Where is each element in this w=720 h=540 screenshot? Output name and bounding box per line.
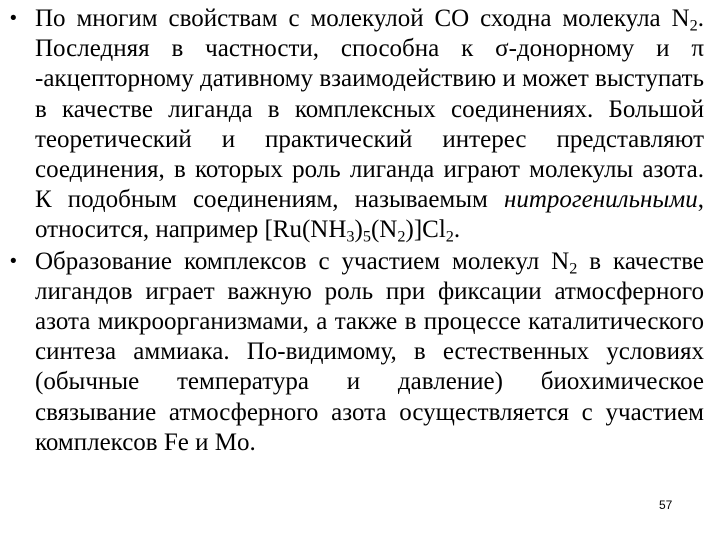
bullet-list bbox=[10, 4, 704, 458]
bullet-item-2 bbox=[10, 247, 704, 458]
bullet-text: Образование комплексов с участием молекул $N_2$ в качестве лигандов играет важную роль при фиксации атмосферного азота микроорганизмами, а также в процессе каталитического синтеза аммиака. По-видимому, в естественных условиях (обычные температура и давление) биохимическое связывание атмосферного азота осуществляется с участием комплексов Fe и Mo. bbox=[35, 247, 704, 456]
bullet-marker: • bbox=[10, 250, 17, 272]
bullet-marker: • bbox=[10, 8, 17, 29]
bullet-item-1 bbox=[10, 4, 704, 246]
term-nitrogenyl: нитрогенильными bbox=[503, 186, 698, 214]
page-number: 57 bbox=[659, 498, 673, 512]
bullet-text: По многим свойствам с молекулой СО сходна молекула $N_2$. Последняя в частности, способна к σ-донорному и π -акцепторному дативному взаимодействию и может выступать в качестве лиганда в комплексных соединениях. Большой теоретический и практический интерес представляют соединения, в которых роль лиганда играют молекулы азота. К подобным соединениям, называемым нитрогенильными, относится, например $[Ru(NH_3)_5(N_2)]Cl_2$. bbox=[35, 5, 704, 246]
